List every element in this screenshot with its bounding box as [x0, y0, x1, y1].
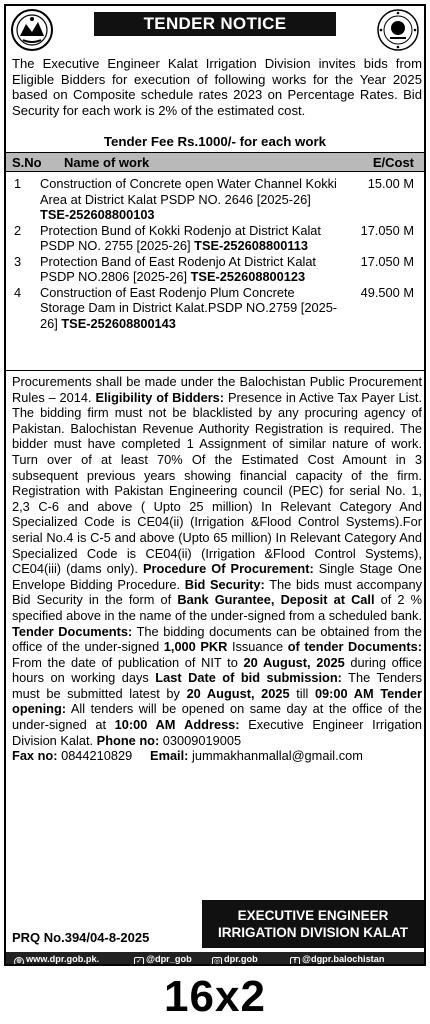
address-label: Address: [184, 717, 240, 733]
globe-icon: ⊕ [14, 957, 24, 966]
row-name [40, 285, 340, 332]
documents-text-b: Issuance [231, 639, 284, 655]
bid-security-text-a: The bids must accompany Bid Security in the form of [12, 576, 422, 608]
tender-opening-label: Tender opening: [12, 685, 423, 717]
twitter-text: @dpr_gob [146, 954, 192, 964]
table-row [6, 176, 424, 223]
bid-security-bold: Bank Gurantee, Deposit at Call [177, 592, 375, 608]
intro-paragraph: The Executive Engineer Kalat Irrigation Division invites bids from Eligible Bidders for execution of following works for the Year 2025 based on Composite schedule rates 2023 on Percentage Rates. Bid Security for each work is 2% of the estimated cost. [12, 56, 422, 118]
row-tse: TSE-252608800113 [194, 238, 308, 253]
signature-line-2: IRRIGATION DIVISION KALAT [218, 925, 408, 940]
procedure-label: Procedure Of Procurement: [142, 561, 314, 577]
last-date-date: 20 August, 2025 [186, 685, 290, 701]
facebook-icon: f [290, 957, 300, 966]
row-cost: 49.500 M [360, 284, 414, 300]
address-text: Executive Engineer Irrigation Division Kalat. [12, 717, 422, 748]
row-name [40, 176, 340, 223]
ad-size-label: 16x2 [164, 972, 266, 1021]
row-name-text: Construction of Concrete open Water Channel Kokki Area at District Kalat PSDP NO. 2646 [2025-26] [40, 176, 337, 207]
last-date-text-a: The Tenders must be submitted latest by [12, 670, 422, 701]
email-label: Email: [150, 748, 189, 764]
documents-label-2: of tender Documents: [287, 639, 422, 655]
phone-label: Phone no: [96, 732, 160, 748]
instagram-text: dpr.gob [224, 954, 258, 964]
table-bottom-rule [6, 370, 424, 371]
last-date-text-b: till [296, 685, 309, 701]
table-header [6, 152, 424, 172]
fax-number: 0844210829 [61, 748, 133, 764]
signature-line-1: EXECUTIVE ENGINEER [237, 908, 389, 923]
procedure-text: Single Stage One Envelope Bidding Procedure. [12, 561, 423, 592]
instagram-link[interactable] [212, 952, 258, 966]
ad-frame [4, 4, 426, 966]
row-name [40, 254, 340, 285]
opening-time: 10:00 AM [114, 717, 176, 733]
documents-text-d: during office hours on working days [12, 654, 422, 686]
documents-text-c: From the date of publication of NIT to [12, 654, 238, 670]
terms-paragraph [12, 374, 422, 764]
website-text: www.dpr.gob.pk. [26, 954, 100, 964]
header-cost: E/Cost [372, 155, 414, 170]
website-link[interactable] [14, 952, 99, 966]
table-row [6, 285, 424, 332]
row-sno: 4 [14, 284, 22, 300]
row-name-text: Protection Bund of Kokki Rodenjo at District Kalat PSDP NO. 2755 [2025-26] [40, 222, 321, 253]
documents-fee: 1,000 PKR [163, 639, 228, 655]
fax-label: Fax no: [12, 748, 58, 764]
procurement-rules: Procurements shall be made under the Balochistan Public Procurement Rules – 2014. [12, 374, 422, 405]
tender-fee: Tender Fee Rs.1000/- for each work [103, 134, 327, 149]
opening-text: All tenders will be opened on same day at the office of the under-signed at [12, 701, 422, 733]
row-cost: 17.050 M [360, 222, 414, 238]
row-name-text: Protection Band of East Rodenjo At District Kalat PSDP NO.2806 [2025-26] [40, 253, 316, 284]
balochistan-emblem-icon [10, 8, 54, 52]
twitter-link[interactable] [134, 952, 192, 966]
row-cost: 15.00 M [367, 176, 414, 191]
phone-number: 03009019005 [162, 732, 242, 748]
row-name-text: Construction of East Rodenjo Plum Concrete Storage Dam in District Kalat.PSDP NO.2759 [2025-26] [40, 284, 338, 331]
signature-box [202, 900, 424, 948]
row-tse: TSE-252608800103 [40, 207, 155, 222]
row-cost: 17.050 M [360, 253, 414, 269]
works-table [6, 176, 424, 331]
dpr-seal-icon [376, 8, 420, 52]
row-name [40, 223, 340, 254]
row-sno: 2 [14, 222, 22, 238]
last-date-time: 09:00 AM [314, 685, 374, 701]
tender-notice-title: TENDER NOTICE [94, 12, 336, 36]
twitter-icon: ✓ [134, 957, 144, 966]
row-sno: 3 [14, 253, 22, 269]
documents-text-a: The bidding documents can be obtained from the office of the under-signed [12, 623, 422, 655]
eligibility-text: Presence in Active Tax Payer List. The bidding firm must not be blacklisted by any procuring agency of Pakistan. Balochistan Revenue Authority Registration is required. The bidder must have completed 1 Assignment of similar nature of work. Turn over of at least 70% Of the Estimated Cost Amount in 3 subsequent previous years showing financial capacity of the firm. Registration with Pakistan Engineering council (PEC) for serial No. 1, 2,3 C-6 and above ( Upto 25 million) In Relevant Category And Specialized Code is CE04(ii) (Irrigation &Flood Control Systems).For serial No.4 is C-5 and above (Upto 65 million) In Relevant Category And Specialized Code is CE04(ii) (Irrigation &Flood Control Systems), CE04(iii) (dams only). [12, 389, 423, 577]
tender-documents-label: Tender Documents: [12, 623, 133, 639]
prq-number: PRQ No.394/04-8-2025 [12, 930, 150, 945]
header-name-of-work: Name of work [64, 155, 150, 170]
documents-date: 20 August, 2025 [243, 654, 345, 670]
last-date-label: Last Date of bid submission: [155, 670, 342, 686]
instagram-icon: ◎ [213, 958, 221, 965]
row-sno: 1 [14, 176, 22, 191]
bid-security-label: Bid Security: [184, 576, 265, 592]
social-bar [6, 952, 424, 966]
email-address: jummakhanmallal@gmail.com [192, 748, 363, 764]
table-row [6, 254, 424, 285]
table-row [6, 223, 424, 254]
ad-header [6, 6, 424, 54]
row-tse: TSE-252608800143 [61, 315, 176, 331]
header-sno: S.No [12, 155, 42, 170]
facebook-text: @dgpr.balochistan [302, 954, 385, 964]
eligibility-label: Eligibility of Bidders: [95, 389, 225, 405]
facebook-link[interactable] [290, 952, 384, 966]
row-tse: TSE-252608800123 [190, 269, 306, 284]
bid-security-text-b: of 2 % specified above in the name of the under-signed from a scheduled bank. [12, 592, 423, 623]
